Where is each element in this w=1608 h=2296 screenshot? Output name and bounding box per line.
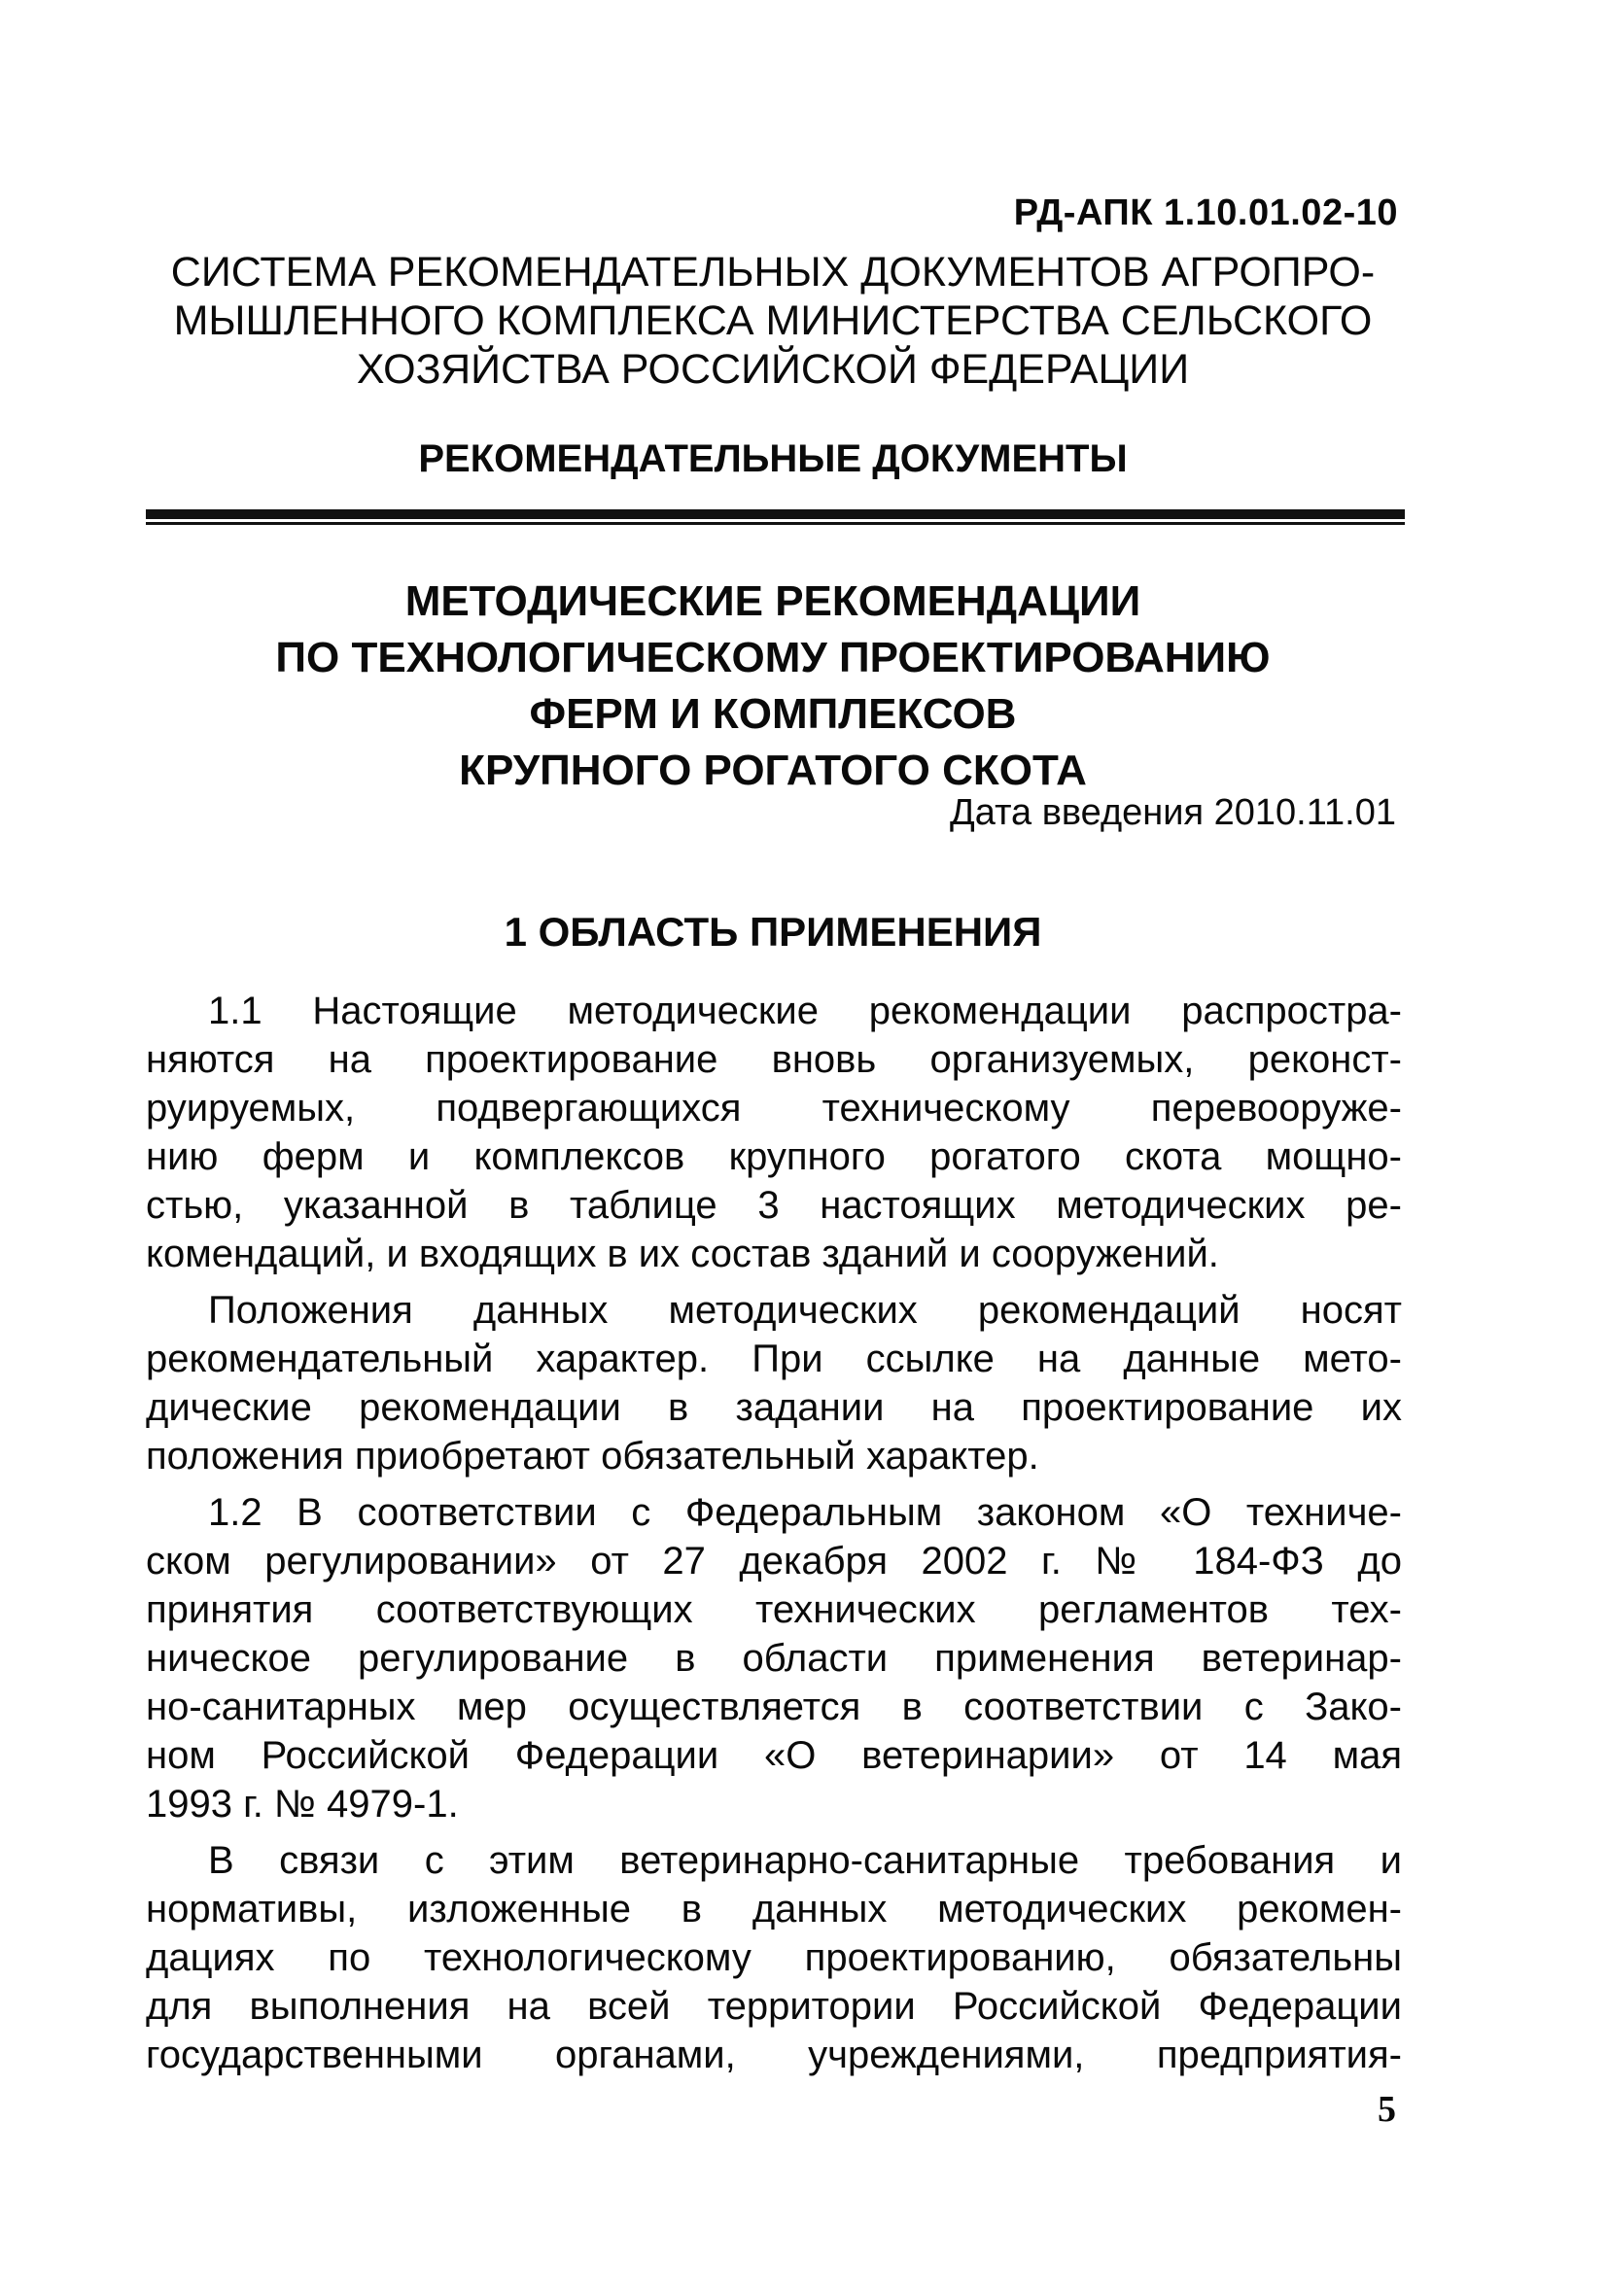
text-line: 1.2 В соответствии с Федеральным законом «О техниче-: [208, 1491, 1402, 1534]
system-title: [146, 248, 1400, 394]
text-line: стью, указанной в таблице 3 настоящих методических ре-: [146, 1184, 1402, 1227]
paragraph-1-1: [146, 987, 1402, 1278]
body-text: [146, 987, 1402, 2087]
chapter-heading: 1 ОБЛАСТЬ ПРИМЕНЕНИЯ: [504, 909, 1042, 955]
text-line: 1.1 Настоящие методические рекомендации распростра-: [208, 990, 1402, 1032]
text-line: Положения данных методических рекомендаций носят: [208, 1289, 1402, 1332]
title-line: МЕТОДИЧЕСКИЕ РЕКОМЕНДАЦИИ: [404, 577, 1141, 625]
text-line: государственными органами, учреждениями, предприятия-: [146, 2034, 1402, 2076]
text-line: няются на проектирование вновь организуемых, реконст-: [146, 1038, 1402, 1081]
text-line: нормативы, изложенные в данных методических рекомен-: [146, 1888, 1402, 1931]
paragraph-veterinary: [146, 1836, 1402, 2079]
introduction-date: Дата введения 2010.11.01: [950, 792, 1396, 833]
system-title-line: СИСТЕМА РЕКОМЕНДАТЕЛЬНЫХ ДОКУМЕНТОВ АГРОПРО-: [170, 249, 1376, 296]
section-heading: РЕКОМЕНДАТЕЛЬНЫЕ ДОКУМЕНТЫ: [418, 437, 1128, 480]
text-line: 1993 г. № 4979-1.: [146, 1783, 459, 1826]
header-divider-thin: [146, 522, 1405, 525]
text-line: комендаций, и входящих в их состав зданий и сооружений.: [146, 1233, 1219, 1275]
title-line: ПО ТЕХНОЛОГИЧЕСКОМУ ПРОЕКТИРОВАНИЮ: [275, 634, 1271, 681]
text-line: ническое регулирование в области применения ветеринар-: [146, 1637, 1402, 1680]
system-title-line: ХОЗЯЙСТВА РОССИЙСКОЙ ФЕДЕРАЦИИ: [356, 346, 1190, 393]
text-line: для выполнения на всей территории Российской Федерации: [146, 1985, 1402, 2028]
page-number: 5: [1378, 2089, 1396, 2130]
text-line: дические рекомендации в задании на проектирование их: [146, 1386, 1402, 1429]
text-line: В связи с этим ветеринарно-санитарные требования и: [208, 1839, 1402, 1882]
text-line: ском регулировании» от 27 декабря 2002 г. № 184-ФЗ до: [146, 1540, 1402, 1583]
text-line: но-санитарных мер осуществляется в соответствии с Зако-: [146, 1686, 1402, 1728]
document-code: РД-АПК 1.10.01.02-10: [1013, 192, 1398, 233]
text-line: ном Российской Федерации «О ветеринарии» от 14 мая: [146, 1734, 1402, 1777]
title-line: КРУПНОГО РОГАТОГО СКОТА: [459, 747, 1087, 794]
title-line: ФЕРМ И КОМПЛЕКСОВ: [529, 690, 1017, 738]
text-line: рекомендательный характер. При ссылке на данные мето-: [146, 1338, 1402, 1380]
document-title: [146, 574, 1400, 799]
text-line: нию ферм и комплексов крупного рогатого скота мощно-: [146, 1135, 1402, 1178]
text-line: руируемых, подвергающихся техническому перевооруже-: [146, 1087, 1402, 1130]
system-title-line: МЫШЛЕННОГО КОМПЛЕКСА МИНИСТЕРСТВА СЕЛЬСКОГО: [173, 297, 1373, 344]
paragraph-provisions: [146, 1286, 1402, 1480]
text-line: принятия соответствующих технических регламентов тех-: [146, 1588, 1402, 1631]
text-line: положения приобретают обязательный характер.: [146, 1435, 1039, 1478]
text-line: дациях по технологическому проектированию, обязательны: [146, 1936, 1402, 1979]
header-divider-thick: [146, 509, 1405, 519]
paragraph-1-2: [146, 1488, 1402, 1828]
